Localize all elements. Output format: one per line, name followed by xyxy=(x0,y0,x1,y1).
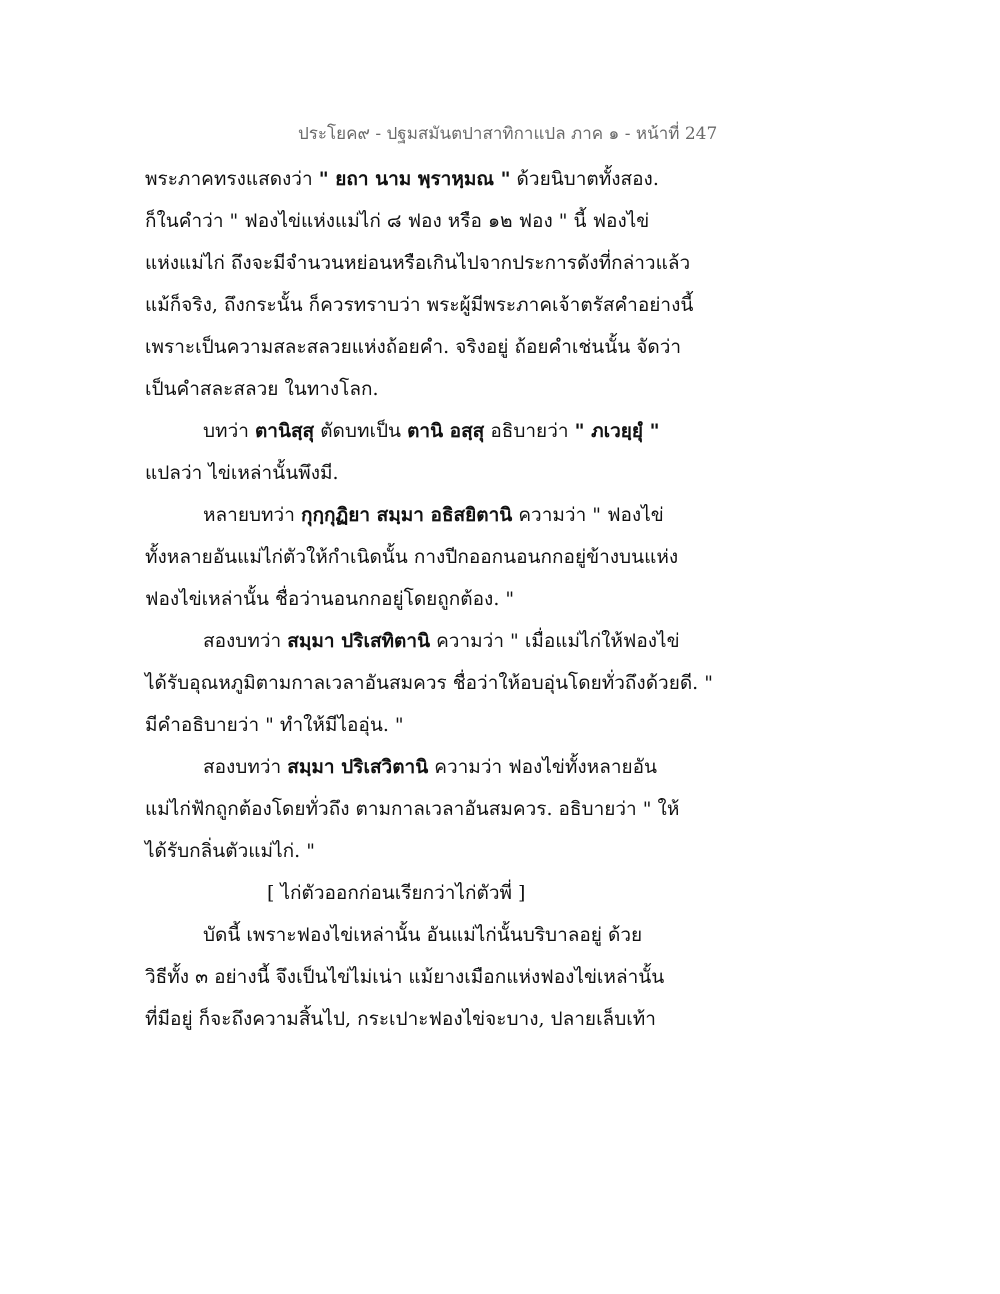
text-line: ได้รับกลิ่นตัวแม่ไก่. " xyxy=(145,840,315,862)
text-line: พระภาคทรงแสดงว่า " ยถา นาม พฺราหฺมณ " ด้วยนิบาตทั้งสอง. xyxy=(145,168,659,190)
text-line: แม่ไก่ฟักถูกต้องโดยทั่วถึง ตามกาลเวลาอันสมควร. อธิบายว่า " ให้ xyxy=(145,798,680,820)
text-line: ได้รับอุณหภูมิตามกาลเวลาอันสมควร ชื่อว่าให้อบอุ่นโดยทั่วถึงด้วยดี. " xyxy=(145,672,714,694)
text-line: วิธีทั้ง ๓ อย่างนี้ จึงเป็นไข่ไม่เน่า แม้ยางเมือกแห่งฟองไข่เหล่านั้น xyxy=(145,966,665,988)
text-line: สองบทว่า สมฺมา ปริเสทิตานิ ความว่า " เมื่อแม่ไก่ให้ฟองไข่ xyxy=(203,630,680,652)
text-line: ก็ในคำว่า " ฟองไข่แห่งแม่ไก่ ๘ ฟอง หรือ ๑๒ ฟอง " นี้ ฟองไข่ xyxy=(145,210,650,232)
text-line: มีคำอธิบายว่า " ทำให้มีไออุ่น. " xyxy=(145,714,404,736)
text-line: หลายบทว่า กุกฺกุฏิยา สมฺมา อธิสยิตานิ ความว่า " ฟองไข่ xyxy=(203,504,664,526)
section-heading: [ ไก่ตัวออกก่อนเรียกว่าไก่ตัวพี่ ] xyxy=(267,882,526,904)
text-line: เพราะเป็นความสละสลวยแห่งถ้อยคำ. จริงอยู่ ถ้อยคำเช่นนั้น จัดว่า xyxy=(145,336,682,358)
text-line: เป็นคำสละสลวย ในทางโลก. xyxy=(145,378,379,400)
text-line: แม้ก็จริง, ถึงกระนั้น ก็ควรทราบว่า พระผู้มีพระภาคเจ้าตรัสคำอย่างนี้ xyxy=(145,294,694,316)
text-line: บัดนี้ เพราะฟองไข่เหล่านั้น อันแม่ไก่นั้นบริบาลอยู่ ด้วย xyxy=(203,924,643,946)
text-line: สองบทว่า สมฺมา ปริเสวิตานิ ความว่า ฟองไข่ทั้งหลายอัน xyxy=(203,756,658,778)
text-line: ฟองไข่เหล่านั้น ชื่อว่านอนกกอยู่โดยถูกต้อง. " xyxy=(145,588,515,610)
text-line: แปลว่า ไข่เหล่านั้นพึงมี. xyxy=(145,462,339,484)
text-line: ทั้งหลายอันแม่ไก่ตัวให้กำเนิดนั้น กางปีกออกนอนกกอยู่ข้างบนแห่ง xyxy=(145,546,679,568)
page-body xyxy=(145,158,714,1040)
running-head: ประโยค๙ - ปฐมสมันตปาสาทิกาแปล ภาค ๑ - หน้าที่ 247 xyxy=(298,124,718,144)
text-line: บทว่า ตานิสฺสุ ตัดบทเป็น ตานิ อสฺสุ อธิบายว่า " ภเวยฺยุํ " xyxy=(203,420,660,442)
text-line: ที่มีอยู่ ก็จะถึงความสิ้นไป, กระเปาะฟองไข่จะบาง, ปลายเล็บเท้า xyxy=(145,1008,656,1030)
text-line: แห่งแม่ไก่ ถึงจะมีจำนวนหย่อนหรือเกินไปจากประการดังที่กล่าวแล้ว xyxy=(145,252,691,274)
